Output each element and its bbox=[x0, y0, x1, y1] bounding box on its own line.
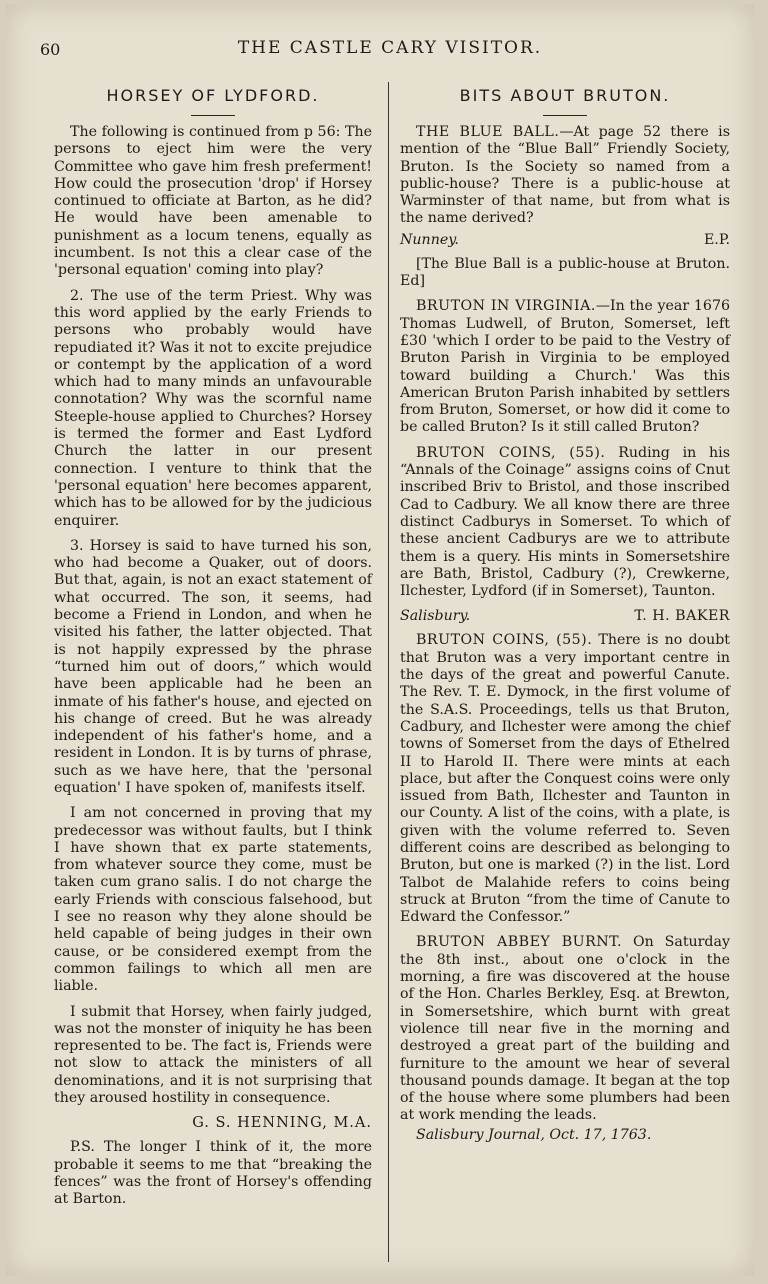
note-title: BRUTON COINS, (55). bbox=[416, 444, 606, 461]
note-coins-2 bbox=[400, 632, 730, 926]
signature-place: Nunney. bbox=[400, 231, 459, 248]
paragraph: 3. Horsey is said to have turned his son, who had become a Quaker, out of doors. But that, again, is not an exact statement of what occurred. The son, it seems, had become a Friend in London, and when he visited his father, the latter objected. That is not happily expressed by the phrase “turned him out of doors,” which would have been applicable had he been an inmate of his father's house, and ejected on his change of creed. But he was already independent of his father's home, and a resident in London. It is by turns of phrase, such as we have here, that the 'personal equation' I have spoken of, manifests itself. bbox=[54, 537, 372, 796]
page bbox=[6, 4, 754, 1276]
note-text: On Saturday the 8th inst., about one o'clock in the morning, a fire was discovered at the house of the Hon. Charles Berkley, Esq. at Brewton, in Somersetshire, which burnt with great violence till near five in the morning and destroyed a great part of the building and furniture to the amount we hear of several thousand pounds damage. It began at the top of the house where some plumbers had been at work mending the leads. bbox=[400, 934, 730, 1124]
author-signature: G. S. HENNING, M.A. bbox=[192, 1115, 372, 1132]
signature-place: Salisbury. bbox=[400, 608, 471, 625]
paragraph: The following is continued from p 56: The persons to eject him were the very Committee who gave him fresh preferment! How could the prosecution 'drop' if Horsey continued to officiate at Barton, as he did? He would have been amenable to punishment as a locum tenens, equally as incumbent. Is not this a clear case of the 'personal equation' coming into play? bbox=[54, 124, 372, 279]
running-header bbox=[6, 34, 754, 64]
article-heading-horsey: HORSEY OF LYDFORD. bbox=[106, 86, 320, 105]
note-signature bbox=[400, 608, 730, 624]
note-blue-ball bbox=[400, 124, 730, 228]
paragraph: 2. The use of the term Priest. Why was this word applied by the early Friends to persons who probably would have repudiated it? Was it not to excite prejudice or contempt by the application of a word which had to many minds an unfavourable connotation? Why was the scornful name Steeple-house applied to Churches? Horsey is termed the former and East Lydford Church the latter in our present connection. I venture to think that the 'personal equation' here becomes apparent, which has to be allowed for by the judicious enquirer. bbox=[54, 287, 372, 529]
left-column bbox=[54, 80, 372, 1217]
article-heading-bruton: BITS ABOUT BRUTON. bbox=[459, 86, 671, 105]
note-title: THE BLUE BALL. bbox=[416, 124, 560, 140]
journal-title: THE CASTLE CARY VISITOR. bbox=[237, 38, 543, 58]
note-text: —In the year 1676 Thomas Ludwell, of Bruton, Somerset, left £30 'which I order to be paid to the Vestry of Bruton Parish in Virginia to be employed toward building a Church.' Was this American Bruton Parish inhabited by settlers from Bruton, Somerset, or how did it come to be called Bruton? Is it still called Bruton? bbox=[400, 298, 731, 436]
column-divider bbox=[388, 82, 389, 1262]
page-number: 60 bbox=[40, 40, 61, 59]
heading-rule bbox=[191, 115, 235, 116]
paragraph: I am not concerned in proving that my predecessor was without faults, but I think I have shown that ex parte statements, from whatever source they come, must be taken cum grano salis. I do not charge the early Friends with conscious falsehood, but I see no reason why they alone should be held capable of being judges in their own cause, or be considered exempt from the common failings to which all men are liable. bbox=[54, 805, 372, 995]
note-title: BRUTON COINS, (55). bbox=[416, 632, 593, 649]
note-title: BRUTON IN VIRGINIA. bbox=[416, 298, 596, 315]
note-title: BRUTON ABBEY BURNT. bbox=[416, 934, 623, 951]
note-virginia bbox=[400, 298, 730, 436]
signature-author: T. H. BAKER bbox=[634, 608, 730, 625]
right-column bbox=[400, 80, 730, 1144]
editor-note: [The Blue Ball is a public-house at Bruton. Ed] bbox=[400, 255, 730, 290]
heading-rule bbox=[543, 115, 587, 116]
postscript: P.S. The longer I think of it, the more probable it seems to me that “breaking the fences” was the front of Horsey's offending at Barton. bbox=[54, 1139, 372, 1208]
note-text: There is no doubt that Bruton was a very important centre in the days of the great and powerful Canute. The Rev. T. E. Dymock, in the first volume of the S.A.S. Proceedings, tells us that Bruton, Cadbury, and Ilchester were among the chief towns of Somerset from the days of Ethelred II to Harold II. There were mints at each place, but after the Conquest coins were only issued from Bath, Ilchester and Taunton in our County. A list of the coins, with a plate, is given with the volume referred to. Seven different coins are described as belonging to Bruton, but one is marked (?) in the list. Lord Talbot de Malahide refers to coins being struck at Bruton “from the time of Canute to Edward the Confessor.” bbox=[400, 632, 730, 926]
signature-initials: E.P. bbox=[703, 231, 730, 248]
note-text: —At page 52 there is mention of the “Blue Ball” Friendly Society, Bruton. Is the Society so named from a public-house? There is a public-house at Warminster of that name, but from what is the name derived? bbox=[400, 124, 730, 227]
note-abbey-burnt bbox=[400, 934, 730, 1124]
note-signature bbox=[400, 232, 730, 248]
note-coins-1 bbox=[400, 445, 730, 601]
paragraph: I submit that Horsey, when fairly judged, was not the monster of iniquity he has been represented to be. The fact is, Friends were not slow to attack the ministers of all denominations, and it is not surprising that they aroused hostility in consequence. bbox=[54, 1003, 372, 1107]
note-source: Salisbury Journal, Oct. 17, 1763. bbox=[416, 1126, 652, 1143]
note-text: Ruding in his “Annals of the Coinage” assigns coins of Cnut inscribed Briv to Bristol, and those inscribed Cad to Cadbury. We all know there are three distinct Cadburys in Somerset. To which of these ancient Cadburys are we to attribute them is a query. His mints in Somersetshire are Bath, Bristol, Cadbury (?), Crewkerne, Ilchester, Lydford (if in Somerset), Taunton. bbox=[400, 444, 730, 600]
